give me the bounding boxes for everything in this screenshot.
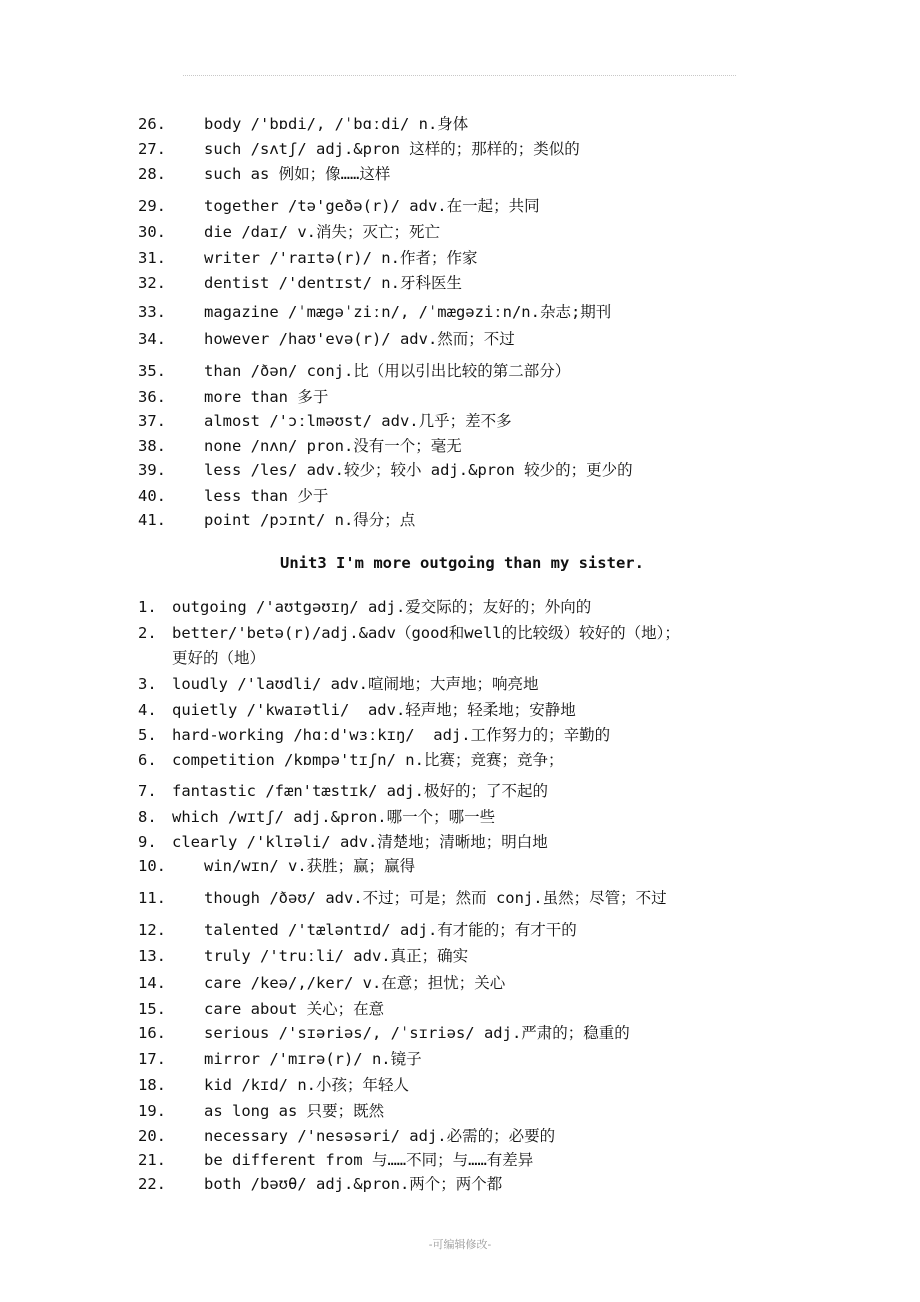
item-text: though /ðəʊ/ adv.不过；可是；然而 conj.虽然；尽管；不过 bbox=[204, 889, 667, 907]
list-item bbox=[138, 220, 880, 244]
item-text: dentist /'dentɪst/ n.牙科医生 bbox=[204, 274, 462, 292]
item-number: 4. bbox=[138, 701, 157, 719]
item-number: 19. bbox=[138, 1102, 166, 1120]
list-item bbox=[138, 300, 880, 324]
item-number: 31. bbox=[138, 249, 166, 267]
list-item bbox=[138, 484, 880, 508]
item-text: serious /'sɪəriəs/, /ˈsɪriəs/ adj.严肃的；稳重的 bbox=[204, 1024, 630, 1042]
item-text: fantastic /fæn'tæstɪk/ adj.极好的；了不起的 bbox=[172, 782, 548, 800]
item-number: 38. bbox=[138, 437, 166, 455]
list-item bbox=[138, 359, 880, 383]
list-item bbox=[138, 246, 880, 270]
list-item bbox=[138, 327, 880, 351]
item-number: 20. bbox=[138, 1127, 166, 1145]
list-item bbox=[138, 1148, 880, 1172]
item-number: 16. bbox=[138, 1024, 166, 1042]
list-item bbox=[138, 1073, 880, 1097]
item-text: quietly /'kwaɪətli/ adv.轻声地；轻柔地；安静地 bbox=[172, 701, 576, 719]
item-text: than /ðən/ conj.比（用以引出比较的第二部分） bbox=[204, 362, 571, 380]
item-number: 26. bbox=[138, 115, 166, 133]
item-number: 11. bbox=[138, 889, 166, 907]
item-number: 10. bbox=[138, 857, 166, 875]
unit-heading: Unit3 I'm more outgoing than my sister. bbox=[280, 554, 644, 572]
item-text: 更好的（地） bbox=[172, 649, 266, 667]
list-item bbox=[138, 805, 880, 829]
list-item bbox=[138, 271, 880, 295]
page-footer: -可编辑修改- bbox=[428, 1238, 492, 1251]
item-number: 41. bbox=[138, 511, 166, 529]
item-number: 29. bbox=[138, 197, 166, 215]
item-number: 22. bbox=[138, 1175, 166, 1193]
item-number: 21. bbox=[138, 1151, 166, 1169]
item-number: 35. bbox=[138, 362, 166, 380]
item-number: 32. bbox=[138, 274, 166, 292]
item-text: as long as 只要；既然 bbox=[204, 1102, 385, 1120]
list-item bbox=[138, 944, 880, 968]
item-text: better/'betə(r)/adj.&adv（good和well的比较级）较好的（地）； bbox=[172, 624, 680, 642]
list-item bbox=[138, 1099, 880, 1123]
header-divider bbox=[183, 75, 736, 76]
item-text: mirror /'mɪrə(r)/ n.镜子 bbox=[204, 1050, 422, 1068]
list-item bbox=[138, 698, 880, 722]
item-text: clearly /'klɪəli/ adv.清楚地；清晰地；明白地 bbox=[172, 833, 548, 851]
item-text: more than 多于 bbox=[204, 388, 329, 406]
item-number: 14. bbox=[138, 974, 166, 992]
item-text: both /bəʊθ/ adj.&pron.两个；两个都 bbox=[204, 1175, 503, 1193]
item-text: point /pɔɪnt/ n.得分；点 bbox=[204, 511, 416, 529]
item-number: 7. bbox=[138, 782, 157, 800]
item-text: writer /'raɪtə(r)/ n.作者；作家 bbox=[204, 249, 478, 267]
item-number: 17. bbox=[138, 1050, 166, 1068]
item-text: care about 关心；在意 bbox=[204, 1000, 385, 1018]
item-text: less than 少于 bbox=[204, 487, 329, 505]
list-item bbox=[138, 595, 880, 619]
item-number: 2. bbox=[138, 624, 157, 642]
item-text: which /wɪtʃ/ adj.&pron.哪一个；哪一些 bbox=[172, 808, 496, 826]
list-item bbox=[138, 779, 880, 803]
list-item bbox=[138, 830, 880, 854]
item-text: competition /kɒmpə'tɪʃn/ n.比赛；竞赛；竞争； bbox=[172, 751, 564, 769]
item-number: 12. bbox=[138, 921, 166, 939]
item-number: 13. bbox=[138, 947, 166, 965]
list-item bbox=[138, 971, 880, 995]
list-item bbox=[138, 672, 880, 696]
item-text: talented /'tæləntɪd/ adj.有才能的；有才干的 bbox=[204, 921, 577, 939]
item-text: die /daɪ/ v.消失；灭亡；死亡 bbox=[204, 223, 440, 241]
list-item bbox=[138, 458, 880, 482]
list-item bbox=[138, 1021, 880, 1045]
item-text: none /nʌn/ pron.没有一个；毫无 bbox=[204, 437, 462, 455]
list-item-continuation bbox=[172, 646, 880, 670]
item-text: body /'bɒdi/, /ˈbɑːdi/ n.身体 bbox=[204, 115, 469, 133]
item-number: 37. bbox=[138, 412, 166, 430]
item-number: 3. bbox=[138, 675, 157, 693]
item-number: 9. bbox=[138, 833, 157, 851]
item-number: 28. bbox=[138, 165, 166, 183]
item-number: 1. bbox=[138, 598, 157, 616]
item-number: 27. bbox=[138, 140, 166, 158]
item-number: 33. bbox=[138, 303, 166, 321]
list-item bbox=[138, 1124, 880, 1148]
list-item bbox=[138, 918, 880, 942]
item-text: kid /kɪd/ n.小孩；年轻人 bbox=[204, 1076, 409, 1094]
item-text: loudly /'laʊdli/ adv.喧闹地；大声地；响亮地 bbox=[172, 675, 539, 693]
list-item bbox=[138, 112, 880, 136]
item-text: be different from 与……不同；与……有差异 bbox=[204, 1151, 534, 1169]
item-number: 30. bbox=[138, 223, 166, 241]
item-text: hard-working /hɑːd'wɜːkɪŋ/ adj.工作努力的；辛勤的 bbox=[172, 726, 611, 744]
item-number: 15. bbox=[138, 1000, 166, 1018]
item-text: magazine /ˈmægəˈziːn/, /ˈmægəziːn/n.杂志;期刊 bbox=[204, 303, 612, 321]
item-text: such /sʌtʃ/ adj.&pron 这样的；那样的；类似的 bbox=[204, 140, 580, 158]
list-item bbox=[138, 194, 880, 218]
item-number: 8. bbox=[138, 808, 157, 826]
list-item bbox=[138, 854, 880, 878]
item-text: together /tə'geðə(r)/ adv.在一起；共同 bbox=[204, 197, 540, 215]
item-number: 39. bbox=[138, 461, 166, 479]
item-text: however /haʊ'evə(r)/ adv.然而；不过 bbox=[204, 330, 515, 348]
list-item bbox=[138, 162, 880, 186]
list-item bbox=[138, 748, 880, 772]
list-item bbox=[138, 409, 880, 433]
item-number: 36. bbox=[138, 388, 166, 406]
list-item bbox=[138, 1047, 880, 1071]
list-item bbox=[138, 137, 880, 161]
list-item bbox=[138, 385, 880, 409]
item-number: 6. bbox=[138, 751, 157, 769]
item-number: 34. bbox=[138, 330, 166, 348]
item-text: outgoing /'aʊtgəʊɪŋ/ adj.爱交际的；友好的；外向的 bbox=[172, 598, 592, 616]
item-text: necessary /'nesəsəri/ adj.必需的；必要的 bbox=[204, 1127, 556, 1145]
item-text: less /les/ adv.较少；较小 adj.&pron 较少的；更少的 bbox=[204, 461, 633, 479]
list-item bbox=[138, 723, 880, 747]
list-item bbox=[138, 1172, 880, 1196]
list-item bbox=[138, 621, 880, 645]
list-item bbox=[138, 886, 880, 910]
item-text: truly /'truːli/ adv.真正；确实 bbox=[204, 947, 469, 965]
item-text: such as 例如；像……这样 bbox=[204, 165, 391, 183]
item-text: care /keə/,/ker/ v.在意；担忧；关心 bbox=[204, 974, 506, 992]
item-text: almost /'ɔːlməʊst/ adv.几乎；差不多 bbox=[204, 412, 512, 430]
item-number: 18. bbox=[138, 1076, 166, 1094]
item-number: 40. bbox=[138, 487, 166, 505]
list-item bbox=[138, 997, 880, 1021]
list-item bbox=[138, 508, 880, 532]
list-item bbox=[138, 434, 880, 458]
item-number: 5. bbox=[138, 726, 157, 744]
item-text: win/wɪn/ v.获胜；赢；赢得 bbox=[204, 857, 416, 875]
